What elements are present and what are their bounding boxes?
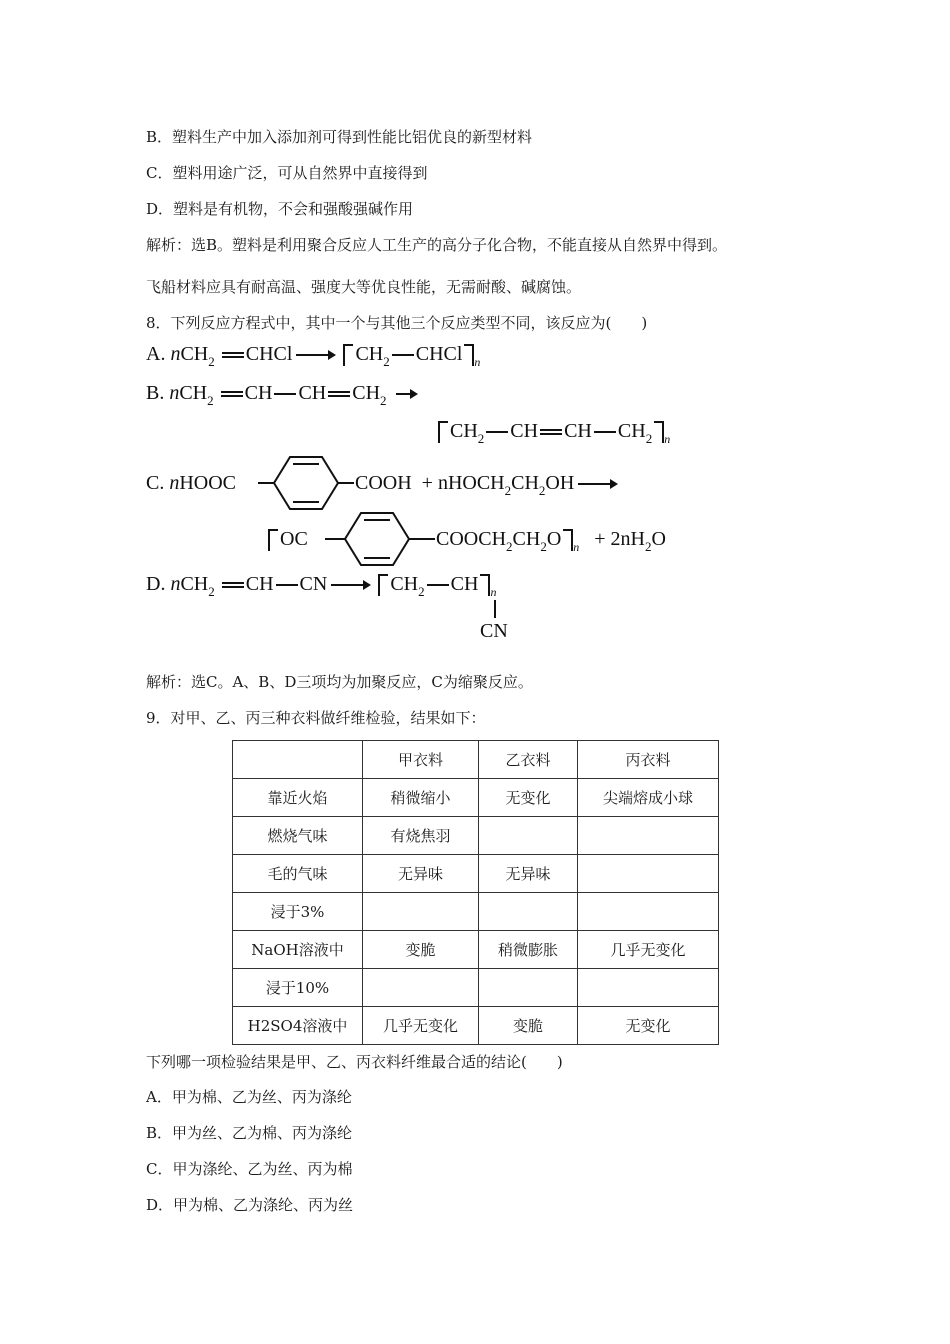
table-cell: 甲衣料 (363, 741, 479, 779)
option-a: A．甲为棉、乙为丝、丙为涤纶 (146, 1088, 352, 1106)
equation-c-right: COOH + $nHOCH_2CH_2OH$ (355, 472, 620, 495)
table-cell (578, 893, 719, 931)
table-cell: 稍微缩小 (363, 779, 479, 817)
option-d: D．甲为棉、乙为涤纶、丙为丝 (146, 1196, 354, 1214)
table-row (233, 817, 719, 855)
table-cell: NaOH溶液中 (233, 931, 363, 969)
table-cell (578, 855, 719, 893)
table-cell: 有烧焦羽 (363, 817, 479, 855)
equation-b: B. nCH$_2$ CH CH $CH_2$ (146, 382, 420, 405)
table-cell: 无异味 (479, 855, 578, 893)
table-cell: 变脆 (363, 931, 479, 969)
question-8: 8．下列反应方程式中，其中一个与其他三个反应类型不同，该反应为( ) (146, 314, 648, 332)
table-row (233, 779, 719, 817)
table-cell (578, 817, 719, 855)
cn-bond (494, 600, 496, 618)
table-cell: 几乎无变化 (578, 931, 719, 969)
table-cell: 丙衣料 (578, 741, 719, 779)
table-cell: 无异味 (363, 855, 479, 893)
option-b: B．甲为丝、乙为棉、丙为涤纶 (146, 1124, 353, 1142)
table-cell (233, 741, 363, 779)
table-cell: 靠近火焰 (233, 779, 363, 817)
table-cell: 无变化 (479, 779, 578, 817)
table-cell: 稍微膨胀 (479, 931, 578, 969)
benzene-ring-icon (258, 453, 354, 513)
cn-substituent: CN (480, 620, 508, 642)
table-row (233, 969, 719, 1007)
equation-b-product: $CH_2$ CH CH $CH_2$ $_n$ (438, 420, 670, 443)
question-9-prompt: 下列哪一项检验结果是甲、乙、丙衣料纤维最合适的结论( ) (146, 1053, 563, 1071)
table-cell (479, 893, 578, 931)
table-cell: 燃烧气味 (233, 817, 363, 855)
table-cell: 毛的气味 (233, 855, 363, 893)
table-cell (479, 817, 578, 855)
table-cell: H2SO4溶液中 (233, 1007, 363, 1045)
table-cell: 变脆 (479, 1007, 578, 1045)
table-cell: 浸于3% (233, 893, 363, 931)
table-row (233, 931, 719, 969)
table-row (233, 1007, 719, 1045)
table-cell: 几乎无变化 (363, 1007, 479, 1045)
equation-c-product-right: $COOCH_2CH_2O$ $_n$ + $2nH_2O$ (436, 528, 666, 554)
analysis-7-line2: 飞船材料应具有耐高温、强度大等优良性能，无需耐酸、碱腐蚀。 (146, 278, 582, 296)
table-row (233, 893, 719, 931)
table-cell (479, 969, 578, 1007)
question-9: 9．对甲、乙、丙三种衣料做纤维检验，结果如下： (146, 709, 486, 727)
benzene-ring-icon (325, 509, 435, 569)
analysis-7-line1: 解析：选B。塑料是利用聚合反应人工生产的高分子化合物，不能直接从自然界中得到。 (146, 236, 728, 254)
table-cell: 乙衣料 (479, 741, 578, 779)
option-c: C．塑料用途广泛，可从自然界中直接得到 (146, 164, 428, 182)
table-cell (578, 969, 719, 1007)
table-cell (363, 969, 479, 1007)
table-header-row (233, 741, 719, 779)
table-cell: 浸于10% (233, 969, 363, 1007)
option-d: D．塑料是有机物，不会和强酸强碱作用 (146, 200, 414, 218)
table-cell (363, 893, 479, 931)
analysis-8: 解析：选C。A、B、D三项均为加聚反应，C为缩聚反应。 (146, 673, 533, 691)
option-b: B．塑料生产中加入添加剂可得到性能比铝优良的新型材料 (146, 128, 533, 146)
table-row (233, 855, 719, 893)
table-cell: 尖端熔成小球 (578, 779, 719, 817)
equation-c-product-left: OC (268, 528, 308, 551)
equation-c: C. nHOOC (146, 472, 237, 494)
equation-a: A. nCH$_2$ CHCl $CH_2$ CHCl $_n$ (146, 343, 481, 369)
table-cell: 无变化 (578, 1007, 719, 1045)
fiber-test-table (232, 740, 719, 1045)
option-c: C．甲为涤纶、乙为丝、丙为棉 (146, 1160, 353, 1178)
equation-d: D. nCH$_2$ CH CN $CH_2$ CH $_n$ (146, 573, 497, 599)
